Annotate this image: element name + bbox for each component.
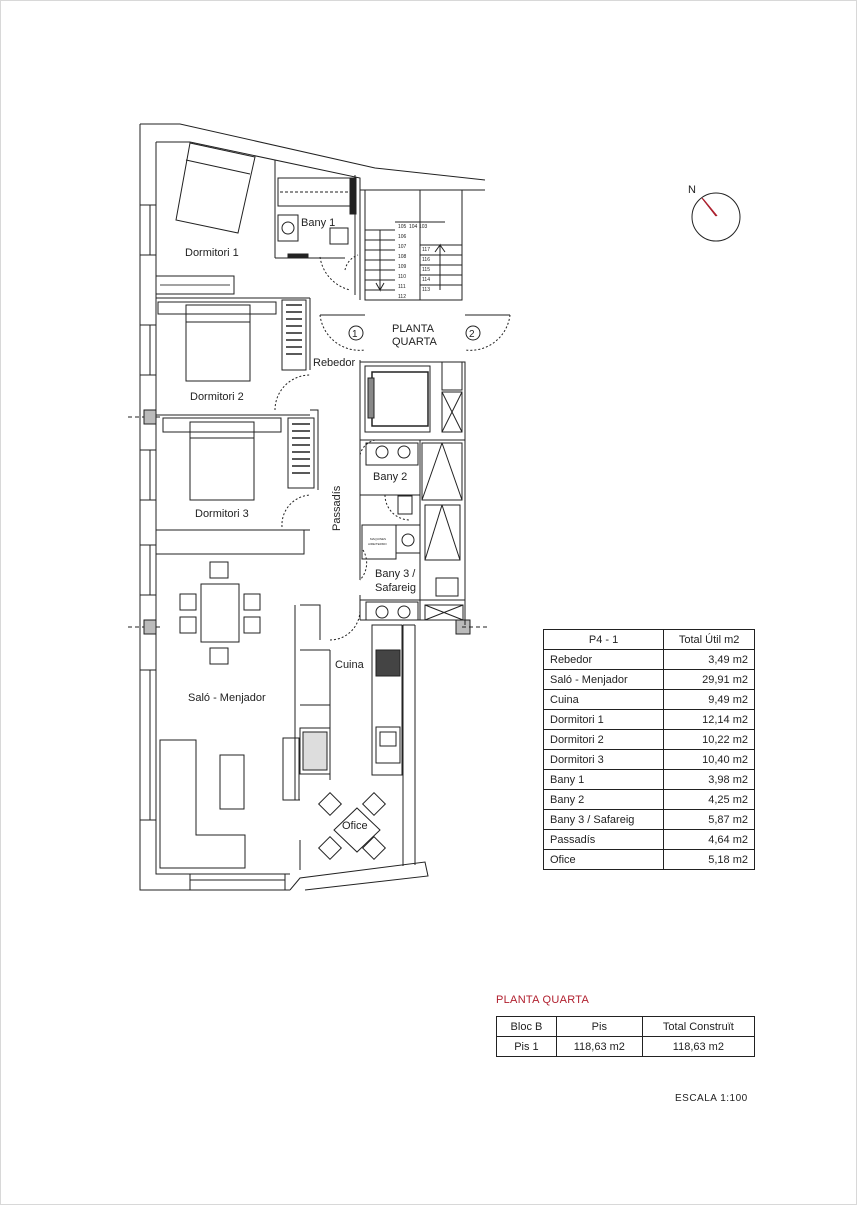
summary-header-pis: Pis: [556, 1017, 642, 1037]
table-row: [544, 670, 755, 690]
stair-step-number: 113: [422, 287, 430, 293]
summary-cell-pis: Pis 1: [497, 1037, 557, 1057]
table-row: [544, 810, 755, 830]
room-name-cell: Rebedor: [544, 650, 664, 670]
room-name-cell: Bany 1: [544, 770, 664, 790]
room-name-cell: Cuina: [544, 690, 664, 710]
stair-step-number: 112: [398, 294, 406, 300]
summary-header-row: [497, 1017, 755, 1037]
areas-table: [543, 629, 755, 870]
stair-step-number: 114: [422, 277, 430, 283]
stair-step-number: 106: [398, 234, 407, 240]
room-label-dormitori-2: Dormitori 2: [190, 391, 244, 403]
room-label-salo-menjador: Saló - Menjador: [188, 692, 266, 704]
room-label-office: Ofice: [342, 820, 368, 832]
machine-label-line-1: MAQUINES: [370, 537, 387, 541]
table-row: [544, 850, 755, 870]
table-row: [544, 830, 755, 850]
room-name-cell: Dormitori 2: [544, 730, 664, 750]
stair-step-number: 115: [422, 267, 430, 273]
stair-step-number: 105: [398, 224, 407, 230]
room-name-cell: Ofice: [544, 850, 664, 870]
outer-wall-north-inner: [156, 142, 485, 190]
room-label-cuina: Cuina: [335, 659, 364, 671]
room-label-bany-3-line-2: Safareig: [375, 582, 416, 594]
room-name-cell: Bany 3 / Safareig: [544, 810, 664, 830]
room-area-cell: 10,40 m2: [664, 750, 755, 770]
stair-step-number: 108: [398, 254, 407, 260]
summary-table: [496, 1016, 755, 1057]
room-label-dormitori-1: Dormitori 1: [185, 247, 239, 259]
room-area-cell: 29,91 m2: [664, 670, 755, 690]
summary-title: PLANTA QUARTA: [496, 994, 590, 1006]
north-label: N: [688, 184, 696, 196]
summary-cell-total: 118,63 m2: [642, 1037, 754, 1057]
room-label-dormitori-3: Dormitori 3: [195, 508, 249, 520]
table-row: [544, 790, 755, 810]
outer-wall-east-bottom: [290, 862, 428, 890]
stair-step-number: 110: [398, 274, 406, 280]
summary-header-total: Total Construït: [642, 1017, 754, 1037]
floor-label-line-1: PLANTA: [392, 323, 434, 335]
room-area-cell: 5,18 m2: [664, 850, 755, 870]
stair-step-number: 107: [398, 244, 407, 250]
bed-dormitori-2: [186, 305, 250, 381]
stair-step-number: 109: [398, 264, 407, 270]
table-row: [544, 730, 755, 750]
scale-label: ESCALA 1:100: [675, 1093, 748, 1104]
room-area-cell: 4,25 m2: [664, 790, 755, 810]
stair-step-number: 117: [422, 247, 430, 253]
areas-header-unit: P4 - 1: [544, 630, 664, 650]
room-area-cell: 5,87 m2: [664, 810, 755, 830]
room-area-cell: 3,49 m2: [664, 650, 755, 670]
summary-row: [497, 1037, 755, 1057]
room-name-cell: Bany 2: [544, 790, 664, 810]
room-area-cell: 12,14 m2: [664, 710, 755, 730]
room-name-cell: Passadís: [544, 830, 664, 850]
outer-wall-west: [140, 124, 290, 890]
machine-label-line-2: AIRE/TERMO: [368, 542, 387, 546]
room-label-bany-1: Bany 1: [301, 217, 336, 229]
areas-table-header: [544, 630, 755, 650]
stair-step-number: 116: [422, 257, 430, 263]
room-area-cell: 10,22 m2: [664, 730, 755, 750]
stair-marker-2: 2: [469, 329, 475, 340]
summary-cell-area: 118,63 m2: [556, 1037, 642, 1057]
room-name-cell: Dormitori 1: [544, 710, 664, 730]
stair-step-number: 111: [398, 284, 406, 290]
room-label-rebedor: Rebedor: [313, 357, 356, 369]
room-name-cell: Saló - Menjador: [544, 670, 664, 690]
stair-step-numbers-right: [422, 247, 430, 293]
stair-step-numbers-top: [409, 224, 428, 230]
room-area-cell: 4,64 m2: [664, 830, 755, 850]
table-row: [544, 650, 755, 670]
room-area-cell: 3,98 m2: [664, 770, 755, 790]
table-row: [544, 690, 755, 710]
room-name-cell: Dormitori 3: [544, 750, 664, 770]
stair-step-number: 104: [409, 224, 418, 230]
stair-marker-1: 1: [352, 329, 358, 340]
stair-step-numbers-left: [398, 224, 407, 300]
room-label-bany-3-line-1: Bany 3 /: [375, 568, 416, 580]
table-row: [544, 770, 755, 790]
room-label-passadis: Passadís: [331, 485, 343, 531]
table-row: [544, 710, 755, 730]
bed-dormitori-1: [176, 143, 255, 233]
floor-label-line-2: QUARTA: [392, 336, 437, 348]
stair-step-number: 103: [419, 224, 428, 230]
room-label-bany-2: Bany 2: [373, 471, 408, 483]
summary-header-bloc: Bloc B: [497, 1017, 557, 1037]
areas-header-total: Total Útil m2: [664, 630, 755, 650]
bed-dormitori-3: [190, 422, 254, 500]
room-area-cell: 9,49 m2: [664, 690, 755, 710]
outer-wall-north: [140, 124, 485, 180]
table-row: [544, 750, 755, 770]
